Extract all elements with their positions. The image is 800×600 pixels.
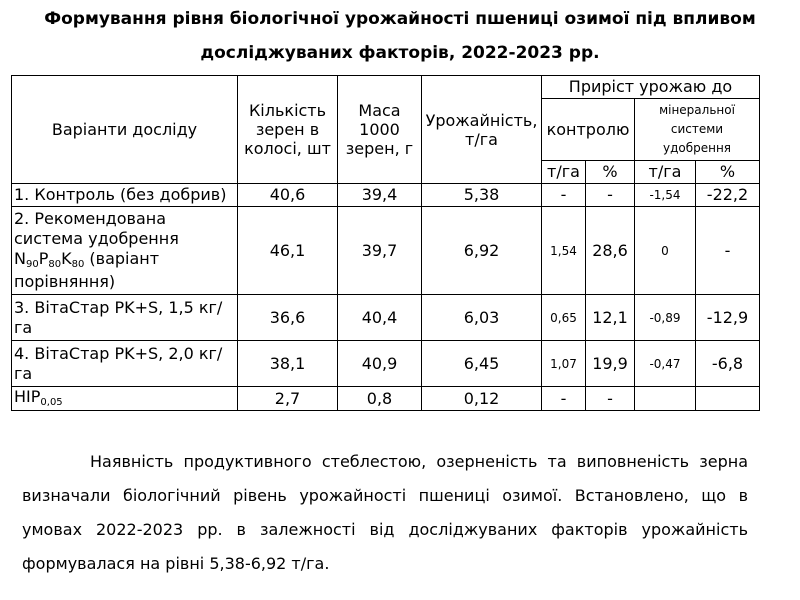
- grain-mass: 40,9: [338, 341, 422, 387]
- nutrient-n: N: [14, 249, 26, 268]
- header-increase: Приріст урожаю до: [542, 76, 760, 99]
- yield-value: 5,38: [422, 184, 542, 207]
- table-title-line-2: досліджуваних факторів, 2022-2023 рр.: [200, 43, 600, 63]
- control-increase-tha: 1,54: [542, 207, 586, 295]
- nutrient-k-rate: 80: [71, 259, 85, 270]
- table-row: [12, 341, 760, 387]
- variant-name: 3. ВітаСтар PK+S, 1,5 кг/га: [12, 295, 238, 341]
- header-grain-count: Кількість зерен в колосі, шт: [238, 76, 338, 184]
- header-variants: Варіанти досліду: [12, 76, 238, 184]
- mineral-increase-tha: [635, 387, 696, 411]
- control-increase-pct: 28,6: [586, 207, 635, 295]
- nutrient-k: K: [61, 249, 72, 268]
- body-paragraph-text: Наявність продуктивного стеблестою, озерненість та виповненість зерна визначали біологічний рівень урожайності пшениці озимої. Встановлено, що в умовах 2022-2023 рр. в залежності від досліджуваних факторів урожайність формувалася на рівні 5,38-6,92 т/га.: [22, 452, 748, 573]
- grain-count: 2,7: [238, 387, 338, 411]
- yield-value: 6,45: [422, 341, 542, 387]
- grain-mass: 39,7: [338, 207, 422, 295]
- mineral-increase-pct: [696, 387, 760, 411]
- mineral-increase-tha: -0,47: [635, 341, 696, 387]
- grain-mass: 0,8: [338, 387, 422, 411]
- variant-name: [12, 207, 238, 295]
- lsd-label: НІР: [14, 387, 41, 406]
- lsd-level: 0,05: [40, 397, 63, 408]
- mineral-increase-tha: 0: [635, 207, 696, 295]
- mineral-increase-pct: -6,8: [696, 341, 760, 387]
- table-row: [12, 184, 760, 207]
- grain-mass: 40,4: [338, 295, 422, 341]
- control-increase-tha: -: [542, 387, 586, 411]
- variant-name: 4. ВітаСтар PK+S, 2,0 кг/га: [12, 341, 238, 387]
- control-increase-pct: 12,1: [586, 295, 635, 341]
- mineral-increase-tha: -0,89: [635, 295, 696, 341]
- nutrient-p-rate: 80: [48, 259, 62, 270]
- header-yield: Урожайність, т/га: [422, 76, 542, 184]
- grain-count: 38,1: [238, 341, 338, 387]
- yield-value: 6,03: [422, 295, 542, 341]
- table-row: [12, 295, 760, 341]
- mineral-increase-pct: -22,2: [696, 184, 760, 207]
- header-mineral: мінеральної системи удобрення: [635, 99, 760, 161]
- yield-value: 6,92: [422, 207, 542, 295]
- nutrient-n-rate: 90: [25, 259, 39, 270]
- variant-name: 1. Контроль (без добрив): [12, 184, 238, 207]
- mineral-increase-pct: -12,9: [696, 295, 760, 341]
- header-control-tha: т/га: [542, 161, 586, 184]
- yield-value: 0,12: [422, 387, 542, 411]
- header-mass: Маса 1000 зерен, г: [338, 76, 422, 184]
- yield-table: [11, 75, 760, 411]
- header-control: контролю: [542, 99, 635, 161]
- header-mineral-tha: т/га: [635, 161, 696, 184]
- grain-count: 40,6: [238, 184, 338, 207]
- control-increase-tha: 0,65: [542, 295, 586, 341]
- variant-name-part: 2. Рекомендована система удобрення: [14, 209, 179, 248]
- table-row: [12, 207, 760, 295]
- control-increase-pct: 19,9: [586, 341, 635, 387]
- control-increase-tha: -: [542, 184, 586, 207]
- table-title-line-1: Формування рівня біологічної урожайності пшениці озимої під впливом: [44, 9, 756, 29]
- variant-name: [12, 387, 238, 411]
- mineral-increase-tha: -1,54: [635, 184, 696, 207]
- control-increase-tha: 1,07: [542, 341, 586, 387]
- control-increase-pct: -: [586, 387, 635, 411]
- nutrient-p: P: [38, 249, 49, 268]
- header-mineral-pct: %: [696, 161, 760, 184]
- mineral-increase-pct: -: [696, 207, 760, 295]
- body-paragraph: [22, 445, 748, 581]
- grain-mass: 39,4: [338, 184, 422, 207]
- grain-count: 46,1: [238, 207, 338, 295]
- table-row: [12, 387, 760, 411]
- grain-count: 36,6: [238, 295, 338, 341]
- header-control-pct: %: [586, 161, 635, 184]
- variant-name-part: (варіант порівняння): [14, 249, 160, 291]
- control-increase-pct: -: [586, 184, 635, 207]
